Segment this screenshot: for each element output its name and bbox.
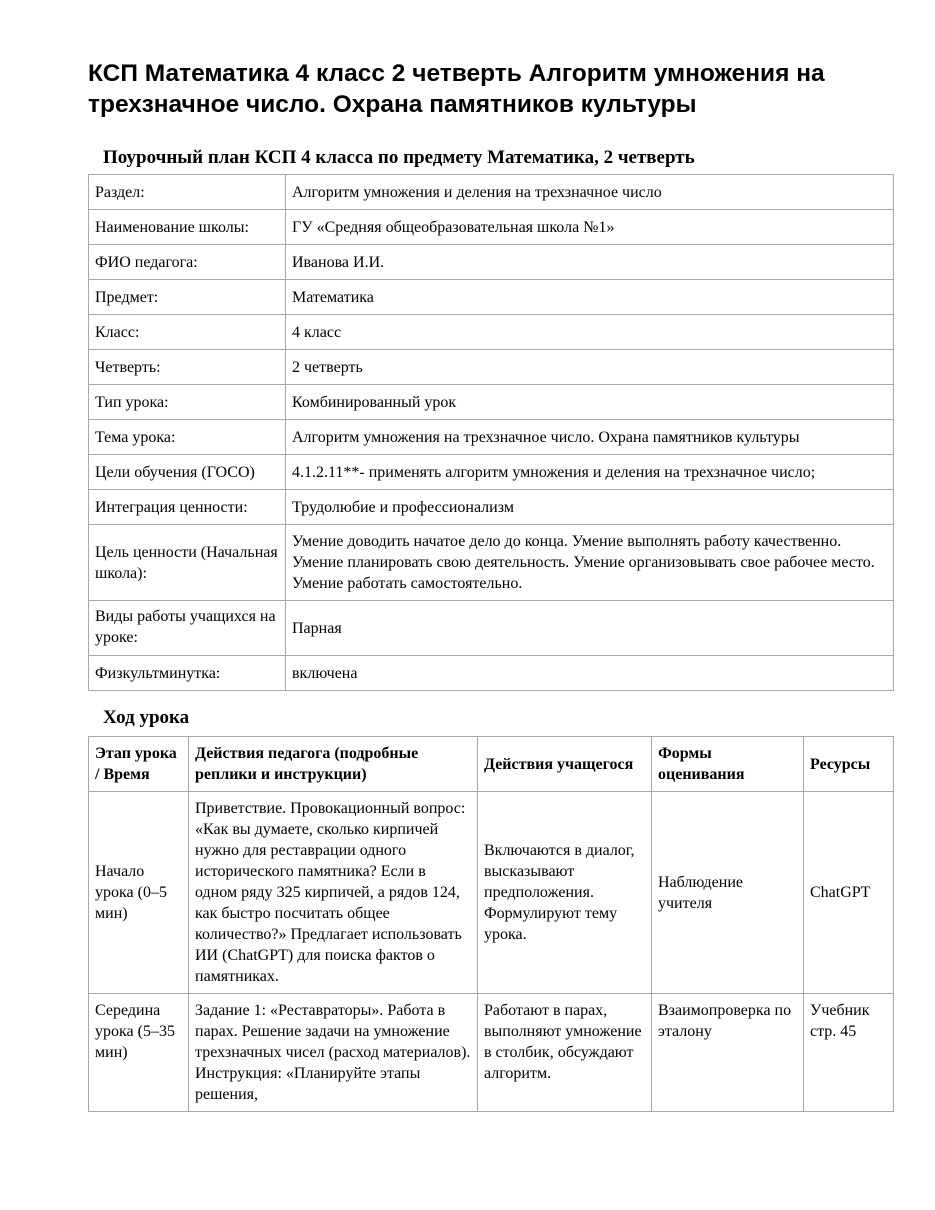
- info-label: Тема урока:: [89, 420, 286, 455]
- info-value: 4 класс: [286, 315, 894, 350]
- header-resources: Ресурсы: [804, 737, 894, 792]
- resources-cell: ChatGPT: [804, 792, 894, 994]
- stage-cell: Начало урока (0–5 мин): [89, 792, 189, 994]
- info-label: Цели обучения (ГОСО): [89, 455, 286, 490]
- info-label: Предмет:: [89, 280, 286, 315]
- table-row: [89, 420, 894, 455]
- info-label: Физкультминутка:: [89, 656, 286, 691]
- assessment-cell: Наблюдение учителя: [652, 792, 804, 994]
- table-row: [89, 656, 894, 691]
- info-value: включена: [286, 656, 894, 691]
- info-value: Алгоритм умножения и деления на трехзначное число: [286, 175, 894, 210]
- header-student-actions: Действия учащегося: [478, 737, 652, 792]
- lesson-flow-table: [88, 736, 894, 1112]
- lesson-heading: Ход урока: [103, 707, 190, 728]
- assessment-cell: Взаимопроверка по эталону: [652, 994, 804, 1112]
- table-row: [89, 601, 894, 656]
- info-value: Иванова И.И.: [286, 245, 894, 280]
- info-value: Парная: [286, 601, 894, 656]
- table-row: [89, 490, 894, 525]
- table-row: [89, 210, 894, 245]
- info-label: Виды работы учащихся на уроке:: [89, 601, 286, 656]
- table-row: [89, 350, 894, 385]
- teacher-actions-cell: Задание 1: «Реставраторы». Работа в парах. Решение задачи на умножение трехзначных чисел (расход материалов). Инструкция: «Планируйте этапы решения,: [189, 994, 478, 1112]
- info-label: Раздел:: [89, 175, 286, 210]
- info-value: Алгоритм умножения на трехзначное число. Охрана памятников культуры: [286, 420, 894, 455]
- info-value: Трудолюбие и профессионализм: [286, 490, 894, 525]
- info-label: Цель ценности (Начальная школа):: [89, 525, 286, 601]
- info-label: ФИО педагога:: [89, 245, 286, 280]
- info-value: ГУ «Средняя общеобразовательная школа №1»: [286, 210, 894, 245]
- info-value: Умение доводить начатое дело до конца. Умение выполнять работу качественно. Умение планировать свою деятельность. Умение организовывать свое рабочее место. Умение работать самостоятельно.: [286, 525, 894, 601]
- header-stage: Этап урока / Время: [89, 737, 189, 792]
- info-value: Комбинированный урок: [286, 385, 894, 420]
- document-page: [88, 58, 893, 1112]
- student-actions-cell: Работают в парах, выполняют умножение в столбик, обсуждают алгоритм.: [478, 994, 652, 1112]
- table-row: [89, 280, 894, 315]
- header-teacher-actions: Действия педагога (подробные реплики и инструкции): [189, 737, 478, 792]
- table-row: [89, 175, 894, 210]
- stage-cell: Середина урока (5–35 мин): [89, 994, 189, 1112]
- table-row: [89, 792, 894, 994]
- info-value: Математика: [286, 280, 894, 315]
- lesson-info-table: [88, 174, 894, 691]
- table-header-row: [89, 737, 894, 792]
- info-label: Класс:: [89, 315, 286, 350]
- info-label: Четверть:: [89, 350, 286, 385]
- table-row: [89, 455, 894, 490]
- table-row: [89, 245, 894, 280]
- plan-heading: Поурочный план КСП 4 класса по предмету Математика, 2 четверть: [103, 147, 695, 168]
- table-row: [89, 315, 894, 350]
- resources-cell: Учебник стр. 45: [804, 994, 894, 1112]
- info-label: Наименование школы:: [89, 210, 286, 245]
- table-row: [89, 385, 894, 420]
- info-value: 2 четверть: [286, 350, 894, 385]
- header-assessment: Формы оценивания: [652, 737, 804, 792]
- document-title: КСП Математика 4 класс 2 четверть Алгоритм умножения на трехзначное число. Охрана памятников культуры: [88, 60, 825, 118]
- table-row: [89, 525, 894, 601]
- table-row: [89, 994, 894, 1112]
- info-label: Тип урока:: [89, 385, 286, 420]
- info-label: Интеграция ценности:: [89, 490, 286, 525]
- info-value: 4.1.2.11**- применять алгоритм умножения и деления на трехзначное число;: [286, 455, 894, 490]
- teacher-actions-cell: Приветствие. Провокационный вопрос: «Как вы думаете, сколько кирпичей нужно для реставрации одного исторического памятника? Если в одном ряду 325 кирпичей, а рядов 124, как быстро посчитать общее количество?» Предлагает использовать ИИ (ChatGPT) для поиска фактов о памятниках.: [189, 792, 478, 994]
- student-actions-cell: Включаются в диалог, высказывают предположения. Формулируют тему урока.: [478, 792, 652, 994]
